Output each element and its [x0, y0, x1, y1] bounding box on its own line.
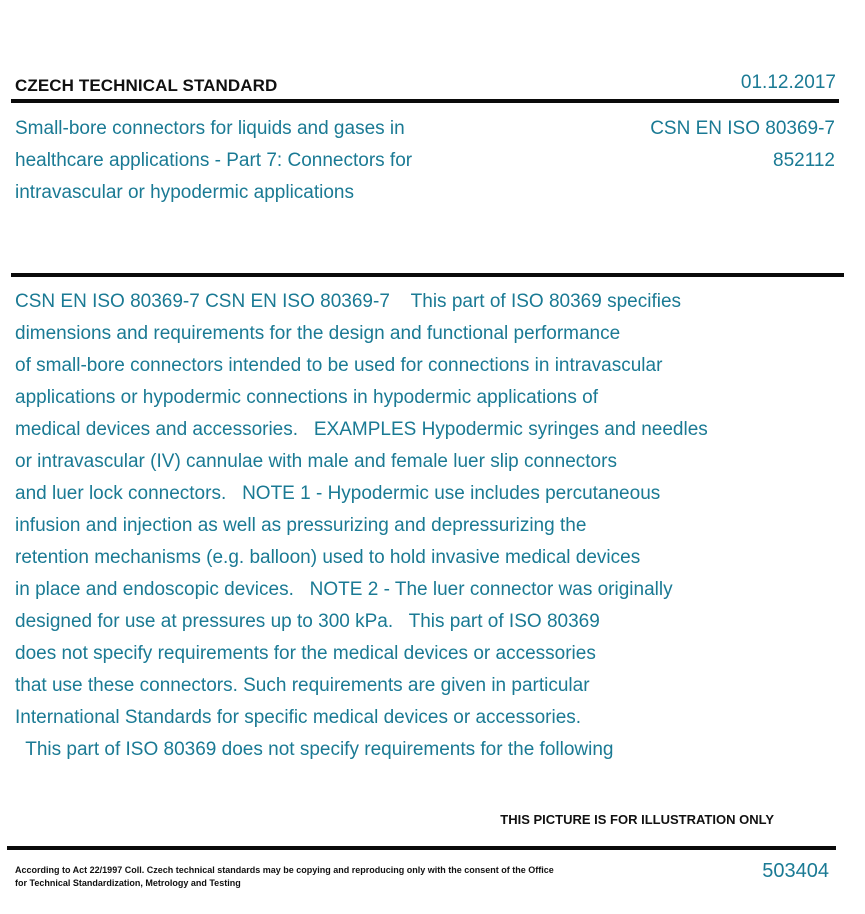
- illustration-note: THIS PICTURE IS FOR ILLUSTRATION ONLY: [500, 812, 774, 827]
- standard-title-line: intravascular or hypodermic applications: [15, 182, 354, 203]
- abstract-line: of small-bore connectors intended to be used for connections in intravascular: [15, 355, 663, 376]
- standard-title-line: healthcare applications - Part 7: Connectors for: [15, 150, 413, 171]
- title-divider: [11, 273, 844, 277]
- footer-divider: [7, 846, 836, 850]
- abstract-line: and luer lock connectors. NOTE 1 - Hypodermic use includes percutaneous: [15, 483, 661, 504]
- catalog-number: 503404: [762, 860, 829, 882]
- abstract-line: medical devices and accessories. EXAMPLES Hypodermic syringes and needles: [15, 419, 708, 440]
- abstract-text: [15, 286, 835, 766]
- abstract-line: CSN EN ISO 80369-7 CSN EN ISO 80369-7 This part of ISO 80369 specifies: [15, 291, 682, 312]
- copyright-line: According to Act 22/1997 Coll. Czech technical standards may be copying and reproducing only with the consent of the Office: [15, 865, 554, 875]
- standard-title-line: Small-bore connectors for liquids and gases in: [15, 118, 405, 139]
- abstract-line: dimensions and requirements for the design and functional performance: [15, 323, 621, 344]
- issue-date: 01.12.2017: [740, 72, 836, 93]
- abstract-line: infusion and injection as well as pressurizing and depressurizing the: [15, 515, 587, 536]
- standard-title: [15, 113, 495, 209]
- abstract-line: retention mechanisms (e.g. balloon) used to hold invasive medical devices: [15, 547, 641, 568]
- abstract-line: International Standards for specific medical devices or accessories.: [15, 707, 582, 728]
- abstract-line: or intravascular (IV) cannulae with male and female luer slip connectors: [15, 451, 617, 472]
- classification-number: 852112: [773, 150, 835, 171]
- copyright-notice: [15, 864, 615, 890]
- abstract-line: does not specify requirements for the medical devices or accessories: [15, 643, 596, 664]
- abstract-line: designed for use at pressures up to 300 kPa. This part of ISO 80369: [15, 611, 600, 632]
- standard-identifiers: [650, 113, 835, 177]
- standard-code: CSN EN ISO 80369-7: [650, 118, 835, 139]
- abstract-line: applications or hypodermic connections in hypodermic applications of: [15, 387, 598, 408]
- copyright-line: for Technical Standardization, Metrology and Testing: [15, 878, 241, 888]
- header-divider: [11, 99, 839, 103]
- abstract-line: that use these connectors. Such requirements are given in particular: [15, 675, 590, 696]
- document-type-label: CZECH TECHNICAL STANDARD: [15, 76, 278, 95]
- abstract-line: This part of ISO 80369 does not specify requirements for the following: [15, 739, 614, 760]
- abstract-line: in place and endoscopic devices. NOTE 2 - The luer connector was originally: [15, 579, 673, 600]
